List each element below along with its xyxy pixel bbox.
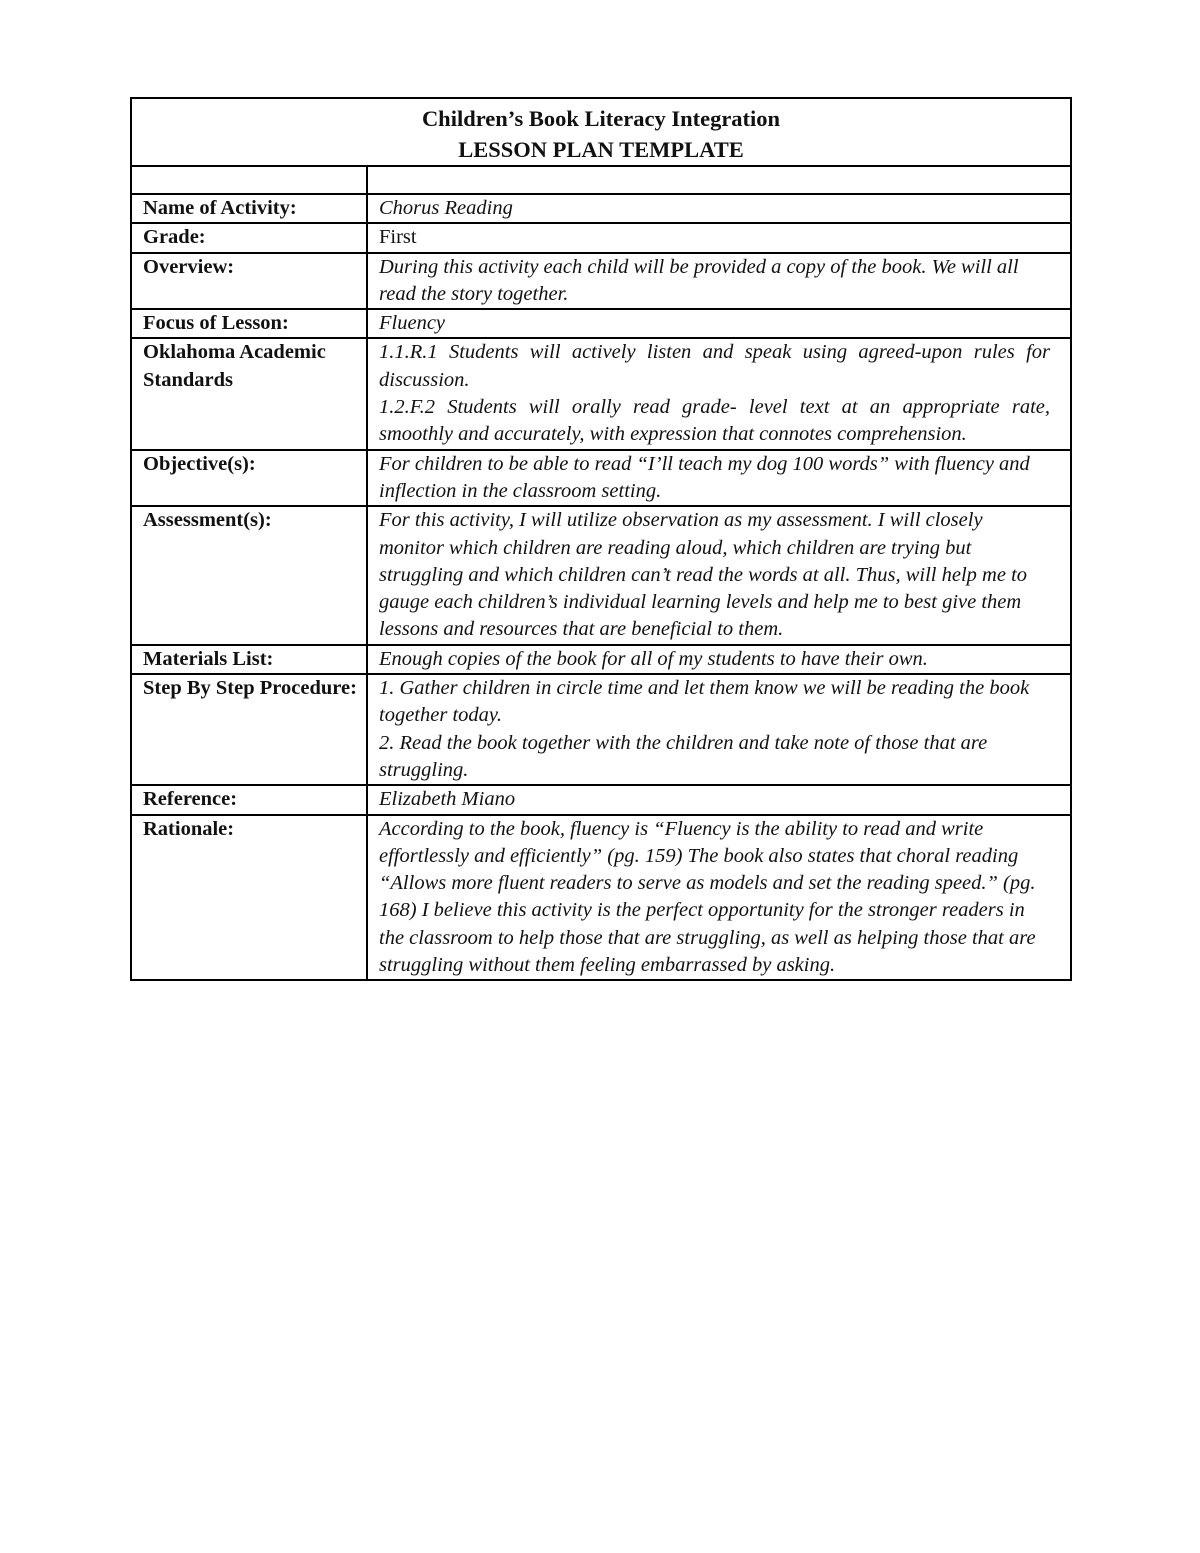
row-label: Name of Activity: (131, 194, 367, 223)
row-value: For children to be able to read “I’ll teach my dog 100 words” with fluency and inflection in the classroom setting. (367, 450, 1071, 507)
row-value: Elizabeth Miano (367, 785, 1071, 814)
row-label: Overview: (131, 253, 367, 310)
row-value: First (367, 223, 1071, 252)
procedure-step: 1. Gather children in circle time and let them know we will be reading the book together today. (379, 677, 1030, 727)
row-label: Step By Step Procedure: (131, 674, 367, 785)
table-row (131, 674, 1071, 785)
row-value (367, 338, 1071, 449)
row-label: Grade: (131, 223, 367, 252)
row-label: Objective(s): (131, 450, 367, 507)
title-cell (131, 98, 1071, 166)
table-row (131, 309, 1071, 338)
table-row (131, 645, 1071, 674)
row-label: Rationale: (131, 815, 367, 981)
table-row (131, 338, 1071, 449)
table-row (131, 253, 1071, 310)
row-value: Chorus Reading (367, 194, 1071, 223)
table-row (131, 223, 1071, 252)
document-title: Children’s Book Literacy Integration (421, 106, 781, 131)
row-label: Assessment(s): (131, 506, 367, 644)
empty-cell-left (131, 166, 367, 194)
standard-item: 1.2.F.2 Students will orally read grade- level text at an appropriate rate, smoothly and accurately, with expression that connotes comprehension. (379, 396, 1050, 446)
table-row (131, 506, 1071, 644)
procedure-step: 2. Read the book together with the children and take note of those that are struggling. (379, 731, 988, 781)
row-value: During this activity each child will be provided a copy of the book. We will all read the story together. (367, 253, 1071, 310)
document-subtitle: LESSON PLAN TEMPLATE (458, 137, 744, 162)
empty-cell-right (367, 166, 1071, 194)
row-value: For this activity, I will utilize observation as my assessment. I will closely monitor which children are reading aloud, which children are trying but struggling and which children can’t read the words at all. Thus, will help me to gauge each children’s individual learning levels and help me to best give them lessons and resources that are beneficial to them. (367, 506, 1071, 644)
row-value (367, 674, 1071, 785)
row-label: Materials List: (131, 645, 367, 674)
table-row (131, 450, 1071, 507)
table-row (131, 194, 1071, 223)
row-value: According to the book, fluency is “Fluency is the ability to read and write effortlessly and efficiently” (pg. 159) The book also states that choral reading “Allows more fluent readers to serve as models and set the reading speed.” (pg. 168) I believe this activity is the perfect opportunity for the stronger readers in the classroom to help those that are struggling, as well as helping those that are struggling without them feeling embarrassed by asking. (367, 815, 1071, 981)
row-label: Focus of Lesson: (131, 309, 367, 338)
table-row (131, 815, 1071, 981)
empty-row (131, 166, 1071, 194)
table-row (131, 785, 1071, 814)
title-row (131, 98, 1071, 166)
row-label: Reference: (131, 785, 367, 814)
standard-item: 1.1.R.1 Students will actively listen and speak using agreed-upon rules for discussion. (379, 341, 1050, 391)
row-value: Fluency (367, 309, 1071, 338)
row-value: Enough copies of the book for all of my students to have their own. (367, 645, 1071, 674)
lesson-plan-table (130, 97, 1072, 981)
row-label: Oklahoma Academic Standards (131, 338, 367, 449)
